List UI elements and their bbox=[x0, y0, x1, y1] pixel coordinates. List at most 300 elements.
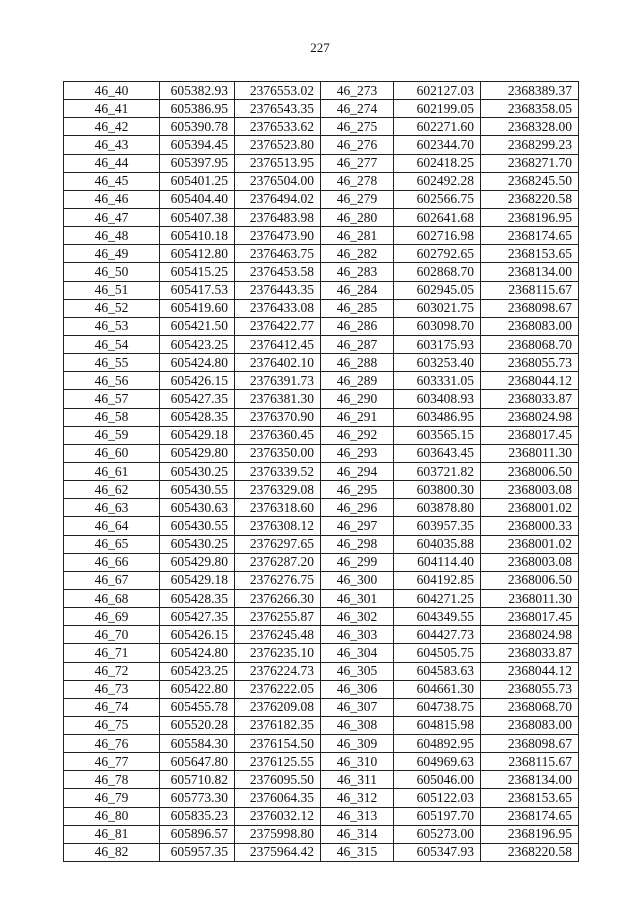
point-id-left-cell: 46_42 bbox=[64, 118, 160, 136]
y-coord-right-cell: 2368017.45 bbox=[481, 608, 579, 626]
table-row bbox=[64, 644, 579, 662]
point-id-left-cell: 46_65 bbox=[64, 535, 160, 553]
point-id-right-cell: 46_277 bbox=[321, 154, 394, 172]
y-coord-right-cell: 2368044.12 bbox=[481, 662, 579, 680]
y-coord-right-cell: 2368003.08 bbox=[481, 553, 579, 571]
table-row bbox=[64, 426, 579, 444]
x-coord-right-cell: 604892.95 bbox=[394, 735, 481, 753]
y-coord-right-cell: 2368174.65 bbox=[481, 227, 579, 245]
table-row bbox=[64, 589, 579, 607]
y-coord-left-cell: 2376402.10 bbox=[235, 354, 321, 372]
y-coord-right-cell: 2368098.67 bbox=[481, 735, 579, 753]
table-row bbox=[64, 481, 579, 499]
y-coord-left-cell: 2376473.90 bbox=[235, 227, 321, 245]
point-id-right-cell: 46_274 bbox=[321, 100, 394, 118]
table-row bbox=[64, 408, 579, 426]
x-coord-right-cell: 602566.75 bbox=[394, 190, 481, 208]
point-id-right-cell: 46_282 bbox=[321, 245, 394, 263]
x-coord-left-cell: 605421.50 bbox=[160, 317, 235, 335]
y-coord-right-cell: 2368358.05 bbox=[481, 100, 579, 118]
point-id-left-cell: 46_68 bbox=[64, 589, 160, 607]
point-id-right-cell: 46_294 bbox=[321, 462, 394, 480]
point-id-left-cell: 46_69 bbox=[64, 608, 160, 626]
y-coord-right-cell: 2368115.67 bbox=[481, 753, 579, 771]
x-coord-right-cell: 603800.30 bbox=[394, 481, 481, 499]
y-coord-right-cell: 2368001.02 bbox=[481, 499, 579, 517]
coordinate-table-body bbox=[64, 82, 579, 862]
point-id-left-cell: 46_60 bbox=[64, 444, 160, 462]
x-coord-right-cell: 603331.05 bbox=[394, 372, 481, 390]
y-coord-left-cell: 2376483.98 bbox=[235, 208, 321, 226]
x-coord-left-cell: 605430.55 bbox=[160, 481, 235, 499]
table-row bbox=[64, 753, 579, 771]
x-coord-right-cell: 603098.70 bbox=[394, 317, 481, 335]
table-row bbox=[64, 281, 579, 299]
y-coord-right-cell: 2368196.95 bbox=[481, 208, 579, 226]
point-id-left-cell: 46_80 bbox=[64, 807, 160, 825]
x-coord-left-cell: 605455.78 bbox=[160, 698, 235, 716]
x-coord-right-cell: 603408.93 bbox=[394, 390, 481, 408]
x-coord-left-cell: 605401.25 bbox=[160, 172, 235, 190]
point-id-left-cell: 46_61 bbox=[64, 462, 160, 480]
table-row bbox=[64, 227, 579, 245]
point-id-left-cell: 46_50 bbox=[64, 263, 160, 281]
x-coord-right-cell: 602344.70 bbox=[394, 136, 481, 154]
point-id-right-cell: 46_287 bbox=[321, 335, 394, 353]
point-id-right-cell: 46_275 bbox=[321, 118, 394, 136]
x-coord-right-cell: 603878.80 bbox=[394, 499, 481, 517]
table-row bbox=[64, 789, 579, 807]
x-coord-right-cell: 604035.88 bbox=[394, 535, 481, 553]
y-coord-left-cell: 2376513.95 bbox=[235, 154, 321, 172]
point-id-left-cell: 46_75 bbox=[64, 716, 160, 734]
point-id-right-cell: 46_308 bbox=[321, 716, 394, 734]
x-coord-left-cell: 605407.38 bbox=[160, 208, 235, 226]
table-row bbox=[64, 771, 579, 789]
x-coord-left-cell: 605423.25 bbox=[160, 662, 235, 680]
x-coord-right-cell: 603643.45 bbox=[394, 444, 481, 462]
y-coord-right-cell: 2368024.98 bbox=[481, 626, 579, 644]
x-coord-right-cell: 604427.73 bbox=[394, 626, 481, 644]
x-coord-left-cell: 605896.57 bbox=[160, 825, 235, 843]
x-coord-left-cell: 605429.18 bbox=[160, 426, 235, 444]
y-coord-right-cell: 2368006.50 bbox=[481, 571, 579, 589]
table-row bbox=[64, 662, 579, 680]
table-row bbox=[64, 535, 579, 553]
y-coord-right-cell: 2368003.08 bbox=[481, 481, 579, 499]
y-coord-left-cell: 2376553.02 bbox=[235, 82, 321, 100]
y-coord-left-cell: 2376182.35 bbox=[235, 716, 321, 734]
point-id-left-cell: 46_62 bbox=[64, 481, 160, 499]
x-coord-left-cell: 605415.25 bbox=[160, 263, 235, 281]
table-row bbox=[64, 118, 579, 136]
y-coord-left-cell: 2376422.77 bbox=[235, 317, 321, 335]
y-coord-right-cell: 2368068.70 bbox=[481, 335, 579, 353]
point-id-right-cell: 46_290 bbox=[321, 390, 394, 408]
point-id-right-cell: 46_310 bbox=[321, 753, 394, 771]
table-row bbox=[64, 553, 579, 571]
y-coord-left-cell: 2376350.00 bbox=[235, 444, 321, 462]
point-id-right-cell: 46_303 bbox=[321, 626, 394, 644]
y-coord-right-cell: 2368153.65 bbox=[481, 789, 579, 807]
x-coord-left-cell: 605427.35 bbox=[160, 390, 235, 408]
point-id-right-cell: 46_301 bbox=[321, 589, 394, 607]
point-id-right-cell: 46_312 bbox=[321, 789, 394, 807]
y-coord-left-cell: 2376412.45 bbox=[235, 335, 321, 353]
x-coord-left-cell: 605386.95 bbox=[160, 100, 235, 118]
y-coord-left-cell: 2376064.35 bbox=[235, 789, 321, 807]
x-coord-left-cell: 605426.15 bbox=[160, 626, 235, 644]
x-coord-left-cell: 605390.78 bbox=[160, 118, 235, 136]
point-id-left-cell: 46_41 bbox=[64, 100, 160, 118]
x-coord-left-cell: 605773.30 bbox=[160, 789, 235, 807]
point-id-right-cell: 46_289 bbox=[321, 372, 394, 390]
table-row bbox=[64, 716, 579, 734]
table-row bbox=[64, 354, 579, 372]
x-coord-right-cell: 602641.68 bbox=[394, 208, 481, 226]
y-coord-left-cell: 2376154.50 bbox=[235, 735, 321, 753]
point-id-left-cell: 46_72 bbox=[64, 662, 160, 680]
point-id-right-cell: 46_309 bbox=[321, 735, 394, 753]
y-coord-left-cell: 2376308.12 bbox=[235, 517, 321, 535]
y-coord-left-cell: 2376433.08 bbox=[235, 299, 321, 317]
point-id-right-cell: 46_283 bbox=[321, 263, 394, 281]
x-coord-right-cell: 604738.75 bbox=[394, 698, 481, 716]
x-coord-right-cell: 603565.15 bbox=[394, 426, 481, 444]
x-coord-left-cell: 605427.35 bbox=[160, 608, 235, 626]
x-coord-left-cell: 605394.45 bbox=[160, 136, 235, 154]
y-coord-left-cell: 2376504.00 bbox=[235, 172, 321, 190]
y-coord-left-cell: 2376533.62 bbox=[235, 118, 321, 136]
x-coord-right-cell: 602792.65 bbox=[394, 245, 481, 263]
x-coord-left-cell: 605429.80 bbox=[160, 444, 235, 462]
x-coord-right-cell: 605273.00 bbox=[394, 825, 481, 843]
y-coord-right-cell: 2368000.33 bbox=[481, 517, 579, 535]
y-coord-left-cell: 2376095.50 bbox=[235, 771, 321, 789]
y-coord-left-cell: 2376453.58 bbox=[235, 263, 321, 281]
y-coord-right-cell: 2368153.65 bbox=[481, 245, 579, 263]
point-id-right-cell: 46_280 bbox=[321, 208, 394, 226]
x-coord-right-cell: 602492.28 bbox=[394, 172, 481, 190]
point-id-left-cell: 46_53 bbox=[64, 317, 160, 335]
table-row bbox=[64, 299, 579, 317]
point-id-left-cell: 46_51 bbox=[64, 281, 160, 299]
y-coord-right-cell: 2368220.58 bbox=[481, 843, 579, 861]
y-coord-right-cell: 2368017.45 bbox=[481, 426, 579, 444]
point-id-right-cell: 46_314 bbox=[321, 825, 394, 843]
table-row bbox=[64, 154, 579, 172]
y-coord-right-cell: 2368044.12 bbox=[481, 372, 579, 390]
x-coord-left-cell: 605424.80 bbox=[160, 644, 235, 662]
x-coord-right-cell: 602199.05 bbox=[394, 100, 481, 118]
y-coord-left-cell: 2376360.45 bbox=[235, 426, 321, 444]
table-row bbox=[64, 245, 579, 263]
y-coord-right-cell: 2368134.00 bbox=[481, 771, 579, 789]
x-coord-right-cell: 604583.63 bbox=[394, 662, 481, 680]
y-coord-left-cell: 2376287.20 bbox=[235, 553, 321, 571]
point-id-left-cell: 46_52 bbox=[64, 299, 160, 317]
x-coord-right-cell: 602945.05 bbox=[394, 281, 481, 299]
table-row bbox=[64, 608, 579, 626]
y-coord-right-cell: 2368033.87 bbox=[481, 390, 579, 408]
y-coord-right-cell: 2368245.50 bbox=[481, 172, 579, 190]
point-id-left-cell: 46_59 bbox=[64, 426, 160, 444]
point-id-right-cell: 46_293 bbox=[321, 444, 394, 462]
x-coord-left-cell: 605430.55 bbox=[160, 517, 235, 535]
table-row bbox=[64, 462, 579, 480]
x-coord-left-cell: 605430.25 bbox=[160, 462, 235, 480]
point-id-right-cell: 46_313 bbox=[321, 807, 394, 825]
y-coord-right-cell: 2368299.23 bbox=[481, 136, 579, 154]
table-row bbox=[64, 136, 579, 154]
point-id-right-cell: 46_304 bbox=[321, 644, 394, 662]
y-coord-right-cell: 2368055.73 bbox=[481, 680, 579, 698]
x-coord-right-cell: 604969.63 bbox=[394, 753, 481, 771]
x-coord-right-cell: 605122.03 bbox=[394, 789, 481, 807]
x-coord-left-cell: 605429.18 bbox=[160, 571, 235, 589]
table-row bbox=[64, 499, 579, 517]
point-id-right-cell: 46_311 bbox=[321, 771, 394, 789]
y-coord-right-cell: 2368098.67 bbox=[481, 299, 579, 317]
y-coord-left-cell: 2376494.02 bbox=[235, 190, 321, 208]
table-row bbox=[64, 444, 579, 462]
point-id-right-cell: 46_299 bbox=[321, 553, 394, 571]
point-id-left-cell: 46_48 bbox=[64, 227, 160, 245]
point-id-right-cell: 46_315 bbox=[321, 843, 394, 861]
table-row bbox=[64, 698, 579, 716]
table-row bbox=[64, 317, 579, 335]
table-row bbox=[64, 208, 579, 226]
point-id-left-cell: 46_46 bbox=[64, 190, 160, 208]
point-id-left-cell: 46_45 bbox=[64, 172, 160, 190]
x-coord-right-cell: 603721.82 bbox=[394, 462, 481, 480]
x-coord-right-cell: 603253.40 bbox=[394, 354, 481, 372]
point-id-right-cell: 46_300 bbox=[321, 571, 394, 589]
point-id-right-cell: 46_273 bbox=[321, 82, 394, 100]
x-coord-right-cell: 604815.98 bbox=[394, 716, 481, 734]
x-coord-right-cell: 605347.93 bbox=[394, 843, 481, 861]
x-coord-right-cell: 602127.03 bbox=[394, 82, 481, 100]
point-id-right-cell: 46_281 bbox=[321, 227, 394, 245]
point-id-left-cell: 46_47 bbox=[64, 208, 160, 226]
x-coord-left-cell: 605428.35 bbox=[160, 589, 235, 607]
table-row bbox=[64, 571, 579, 589]
table-row bbox=[64, 807, 579, 825]
point-id-left-cell: 46_79 bbox=[64, 789, 160, 807]
point-id-right-cell: 46_292 bbox=[321, 426, 394, 444]
x-coord-left-cell: 605404.40 bbox=[160, 190, 235, 208]
point-id-left-cell: 46_57 bbox=[64, 390, 160, 408]
point-id-left-cell: 46_78 bbox=[64, 771, 160, 789]
y-coord-left-cell: 2376266.30 bbox=[235, 589, 321, 607]
table-row bbox=[64, 680, 579, 698]
point-id-right-cell: 46_297 bbox=[321, 517, 394, 535]
y-coord-right-cell: 2368011.30 bbox=[481, 444, 579, 462]
y-coord-left-cell: 2376339.52 bbox=[235, 462, 321, 480]
y-coord-right-cell: 2368083.00 bbox=[481, 716, 579, 734]
table-row bbox=[64, 735, 579, 753]
x-coord-right-cell: 604661.30 bbox=[394, 680, 481, 698]
y-coord-right-cell: 2368006.50 bbox=[481, 462, 579, 480]
table-row bbox=[64, 825, 579, 843]
y-coord-left-cell: 2376255.87 bbox=[235, 608, 321, 626]
y-coord-left-cell: 2375998.80 bbox=[235, 825, 321, 843]
y-coord-right-cell: 2368033.87 bbox=[481, 644, 579, 662]
table-row bbox=[64, 82, 579, 100]
x-coord-left-cell: 605382.93 bbox=[160, 82, 235, 100]
y-coord-left-cell: 2376370.90 bbox=[235, 408, 321, 426]
point-id-left-cell: 46_71 bbox=[64, 644, 160, 662]
point-id-right-cell: 46_296 bbox=[321, 499, 394, 517]
x-coord-right-cell: 605197.70 bbox=[394, 807, 481, 825]
x-coord-left-cell: 605428.35 bbox=[160, 408, 235, 426]
point-id-left-cell: 46_43 bbox=[64, 136, 160, 154]
y-coord-right-cell: 2368001.02 bbox=[481, 535, 579, 553]
table-row bbox=[64, 263, 579, 281]
x-coord-left-cell: 605430.25 bbox=[160, 535, 235, 553]
x-coord-left-cell: 605710.82 bbox=[160, 771, 235, 789]
table-row bbox=[64, 843, 579, 861]
x-coord-right-cell: 602418.25 bbox=[394, 154, 481, 172]
x-coord-right-cell: 603957.35 bbox=[394, 517, 481, 535]
point-id-right-cell: 46_295 bbox=[321, 481, 394, 499]
table-row bbox=[64, 626, 579, 644]
point-id-right-cell: 46_291 bbox=[321, 408, 394, 426]
y-coord-right-cell: 2368389.37 bbox=[481, 82, 579, 100]
coordinate-table bbox=[63, 81, 579, 862]
y-coord-right-cell: 2368271.70 bbox=[481, 154, 579, 172]
y-coord-left-cell: 2376329.08 bbox=[235, 481, 321, 499]
point-id-left-cell: 46_49 bbox=[64, 245, 160, 263]
point-id-right-cell: 46_284 bbox=[321, 281, 394, 299]
x-coord-left-cell: 605957.35 bbox=[160, 843, 235, 861]
x-coord-left-cell: 605423.25 bbox=[160, 335, 235, 353]
y-coord-right-cell: 2368024.98 bbox=[481, 408, 579, 426]
x-coord-left-cell: 605584.30 bbox=[160, 735, 235, 753]
x-coord-left-cell: 605647.80 bbox=[160, 753, 235, 771]
x-coord-right-cell: 604192.85 bbox=[394, 571, 481, 589]
point-id-right-cell: 46_307 bbox=[321, 698, 394, 716]
point-id-right-cell: 46_276 bbox=[321, 136, 394, 154]
y-coord-left-cell: 2376235.10 bbox=[235, 644, 321, 662]
x-coord-left-cell: 605397.95 bbox=[160, 154, 235, 172]
y-coord-left-cell: 2376222.05 bbox=[235, 680, 321, 698]
point-id-left-cell: 46_67 bbox=[64, 571, 160, 589]
x-coord-right-cell: 603175.93 bbox=[394, 335, 481, 353]
point-id-left-cell: 46_40 bbox=[64, 82, 160, 100]
point-id-left-cell: 46_66 bbox=[64, 553, 160, 571]
point-id-right-cell: 46_305 bbox=[321, 662, 394, 680]
y-coord-right-cell: 2368134.00 bbox=[481, 263, 579, 281]
x-coord-left-cell: 605412.80 bbox=[160, 245, 235, 263]
y-coord-right-cell: 2368328.00 bbox=[481, 118, 579, 136]
x-coord-left-cell: 605430.63 bbox=[160, 499, 235, 517]
x-coord-right-cell: 602868.70 bbox=[394, 263, 481, 281]
y-coord-left-cell: 2375964.42 bbox=[235, 843, 321, 861]
point-id-left-cell: 46_70 bbox=[64, 626, 160, 644]
y-coord-right-cell: 2368115.67 bbox=[481, 281, 579, 299]
table-row bbox=[64, 190, 579, 208]
x-coord-left-cell: 605835.23 bbox=[160, 807, 235, 825]
point-id-left-cell: 46_74 bbox=[64, 698, 160, 716]
x-coord-right-cell: 604349.55 bbox=[394, 608, 481, 626]
y-coord-left-cell: 2376443.35 bbox=[235, 281, 321, 299]
y-coord-right-cell: 2368196.95 bbox=[481, 825, 579, 843]
point-id-left-cell: 46_81 bbox=[64, 825, 160, 843]
point-id-left-cell: 46_58 bbox=[64, 408, 160, 426]
y-coord-right-cell: 2368174.65 bbox=[481, 807, 579, 825]
y-coord-right-cell: 2368083.00 bbox=[481, 317, 579, 335]
y-coord-left-cell: 2376297.65 bbox=[235, 535, 321, 553]
page-number: 227 bbox=[310, 40, 330, 55]
x-coord-left-cell: 605429.80 bbox=[160, 553, 235, 571]
x-coord-right-cell: 605046.00 bbox=[394, 771, 481, 789]
x-coord-right-cell: 603021.75 bbox=[394, 299, 481, 317]
point-id-right-cell: 46_288 bbox=[321, 354, 394, 372]
y-coord-left-cell: 2376381.30 bbox=[235, 390, 321, 408]
point-id-right-cell: 46_302 bbox=[321, 608, 394, 626]
table-row bbox=[64, 100, 579, 118]
y-coord-right-cell: 2368055.73 bbox=[481, 354, 579, 372]
point-id-left-cell: 46_77 bbox=[64, 753, 160, 771]
table-row bbox=[64, 372, 579, 390]
y-coord-left-cell: 2376523.80 bbox=[235, 136, 321, 154]
point-id-left-cell: 46_63 bbox=[64, 499, 160, 517]
x-coord-left-cell: 605417.53 bbox=[160, 281, 235, 299]
y-coord-left-cell: 2376032.12 bbox=[235, 807, 321, 825]
point-id-right-cell: 46_279 bbox=[321, 190, 394, 208]
y-coord-left-cell: 2376125.55 bbox=[235, 753, 321, 771]
x-coord-left-cell: 605410.18 bbox=[160, 227, 235, 245]
x-coord-left-cell: 605426.15 bbox=[160, 372, 235, 390]
x-coord-left-cell: 605422.80 bbox=[160, 680, 235, 698]
x-coord-right-cell: 604505.75 bbox=[394, 644, 481, 662]
y-coord-left-cell: 2376463.75 bbox=[235, 245, 321, 263]
x-coord-right-cell: 602716.98 bbox=[394, 227, 481, 245]
table-row bbox=[64, 517, 579, 535]
y-coord-left-cell: 2376318.60 bbox=[235, 499, 321, 517]
point-id-right-cell: 46_278 bbox=[321, 172, 394, 190]
point-id-left-cell: 46_55 bbox=[64, 354, 160, 372]
point-id-left-cell: 46_56 bbox=[64, 372, 160, 390]
x-coord-right-cell: 604271.25 bbox=[394, 589, 481, 607]
point-id-right-cell: 46_286 bbox=[321, 317, 394, 335]
x-coord-right-cell: 603486.95 bbox=[394, 408, 481, 426]
y-coord-left-cell: 2376543.35 bbox=[235, 100, 321, 118]
y-coord-left-cell: 2376209.08 bbox=[235, 698, 321, 716]
table-row bbox=[64, 172, 579, 190]
y-coord-right-cell: 2368220.58 bbox=[481, 190, 579, 208]
point-id-right-cell: 46_306 bbox=[321, 680, 394, 698]
x-coord-right-cell: 602271.60 bbox=[394, 118, 481, 136]
y-coord-right-cell: 2368068.70 bbox=[481, 698, 579, 716]
point-id-left-cell: 46_44 bbox=[64, 154, 160, 172]
y-coord-left-cell: 2376224.73 bbox=[235, 662, 321, 680]
y-coord-left-cell: 2376391.73 bbox=[235, 372, 321, 390]
y-coord-left-cell: 2376245.48 bbox=[235, 626, 321, 644]
x-coord-left-cell: 605424.80 bbox=[160, 354, 235, 372]
y-coord-left-cell: 2376276.75 bbox=[235, 571, 321, 589]
y-coord-right-cell: 2368011.30 bbox=[481, 589, 579, 607]
point-id-left-cell: 46_54 bbox=[64, 335, 160, 353]
table-row bbox=[64, 390, 579, 408]
point-id-left-cell: 46_82 bbox=[64, 843, 160, 861]
point-id-left-cell: 46_73 bbox=[64, 680, 160, 698]
x-coord-left-cell: 605419.60 bbox=[160, 299, 235, 317]
table-row bbox=[64, 335, 579, 353]
x-coord-right-cell: 604114.40 bbox=[394, 553, 481, 571]
point-id-right-cell: 46_298 bbox=[321, 535, 394, 553]
